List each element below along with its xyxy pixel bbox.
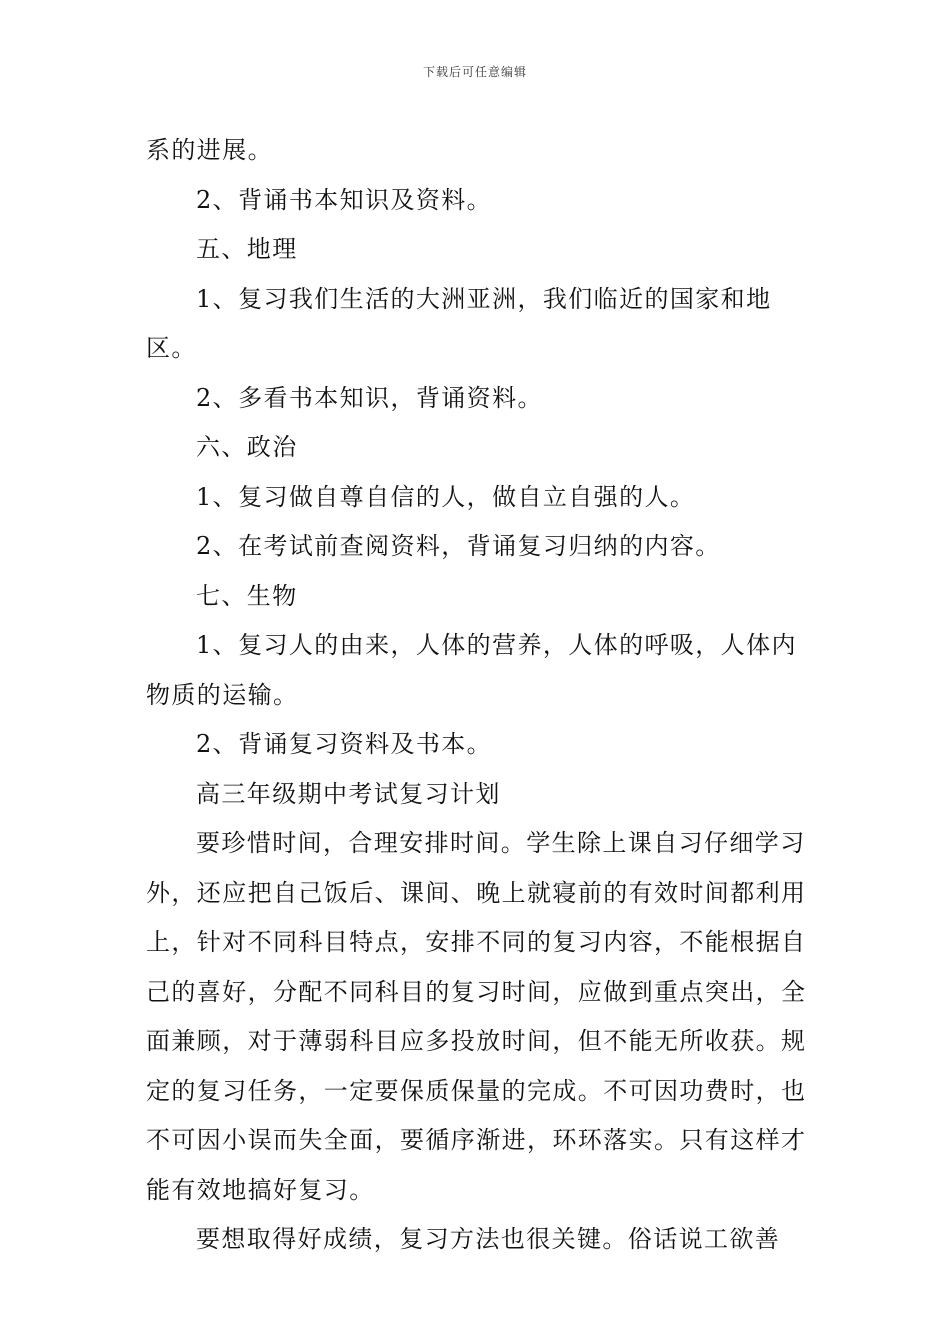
paragraph-geography-item-1: 1、复习我们生活的大洲亚洲，我们临近的国家和地区。 <box>146 284 772 362</box>
paragraph-continuation: 系的进展。 <box>146 136 273 164</box>
paragraph-time-management: 要珍惜时间，合理安排时间。学生除上课自习仔细学习外，还应把自己饭后、课间、晚上就寝前的有效时间都利用上，针对不同科目特点，安排不同的复习内容，不能根据自己的喜好，分配不同科目的复习时间，应做到重点突出，全面兼顾，对于薄弱科目应多投放时间，但不能无所收获。规定的复习任务，一定要保质保量的完成。不可因功费时，也不可因小误而失全面，要循序渐进，环环落实。只有这样才能有效地搞好复习。 <box>146 829 807 1204</box>
paragraph-history-item-2: 2、背诵书本知识及资料。 <box>196 185 493 214</box>
document-subtitle: 高三年级期中考试复习计划 <box>196 779 501 808</box>
paragraph-study-method: 要想取得好成绩，复习方法也很关键。俗话说工欲善 <box>196 1225 781 1253</box>
section-heading-biology: 七、生物 <box>196 581 298 610</box>
paragraph-biology-item-1: 1、复习人的由来，人体的营养，人体的呼吸，人体内物质的运输。 <box>146 631 797 709</box>
section-heading-politics: 六、政治 <box>196 433 298 461</box>
paragraph-politics-item-2: 2、在考试前查阅资料，背诵复习归纳的内容。 <box>196 532 721 560</box>
page-header: 下载后可任意编辑 <box>422 65 527 79</box>
document-body <box>146 126 810 1265</box>
section-heading-geography: 五、地理 <box>196 235 298 263</box>
paragraph-geography-item-2: 2、多看书本知识，背诵资料。 <box>196 383 543 412</box>
paragraph-biology-item-2: 2、背诵复习资料及书本。 <box>196 730 493 758</box>
paragraph-politics-item-1: 1、复习做自尊自信的人，做自立自强的人。 <box>196 482 696 511</box>
